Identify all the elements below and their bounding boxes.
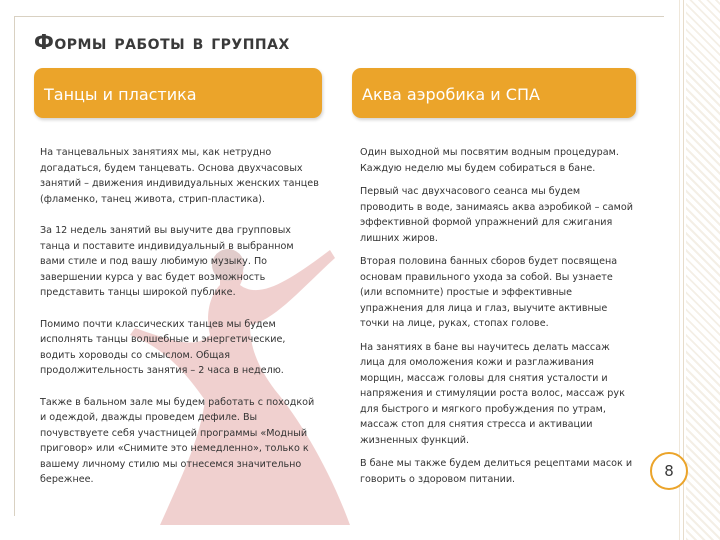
frame-line-horizontal: [14, 16, 664, 17]
paragraph: Один выходной мы посвятим водным процедурам. Каждую неделю мы будем собираться в бане.: [360, 147, 619, 174]
paragraph: Также в бальном зале мы будем работать с походкой и одеждой, дважды проведем дефиле. Вы почувствуете себя участницей программы «Модный приговор» или «Снимите это немедленно», только к вашему личному стилю мы отнесемся значительно бережнее.: [40, 396, 315, 485]
section-heading-aqua: Аква аэробика и СПА: [352, 68, 636, 118]
aqua-text-column: [360, 145, 636, 495]
paragraph: Вторая половина банных сборов будет посвящена основам правильного ухода за собой. Вы узнаете (или вспомните) простые и эффективные упражнения для лица и глаз, выучите активные точки на лице, руках, стопах голове.: [360, 256, 618, 329]
paragraph: На танцевальных занятиях мы, как нетрудно догадаться, будем танцевать. Основа двухчасовых занятий – движения индивидуальных женских танцев (фламенко, танец живота, стрип-пластика).: [40, 147, 319, 205]
page-title: Формы работы в группах: [34, 30, 290, 54]
paragraph: За 12 недель занятий вы выучите два групповых танца и поставите индивидуальный в выбранном вами стиле и под вашу любимую музыку. По завершении курса у вас будет возможность представить танцы широкой публике.: [40, 225, 294, 298]
section-heading-dance: Танцы и пластика: [34, 68, 322, 118]
dance-text-column: [40, 145, 320, 504]
decorative-stripe: [686, 0, 720, 540]
frame-line-vertical: [14, 16, 15, 516]
paragraph: В бане мы также будем делиться рецептами масок и говорить о здоровом питании.: [360, 458, 633, 485]
paragraph: Помимо почти классических танцев мы будем исполнять танцы волшебные и энергетические, водить хороводы со смыслом. Общая продолжительность занятия – 2 часа в неделю.: [40, 318, 286, 376]
page-number-badge: 8: [650, 452, 688, 490]
paragraph: Первый час двухчасового сеанса мы будем проводить в воде, занимаясь аква аэробикой – самой эффективной формой упражнений для сжигания лишних жиров.: [360, 186, 633, 244]
paragraph: На занятиях в бане вы научитесь делать массаж лица для омоложения кожи и разглаживания морщин, массаж головы для снятия усталости и напряжения и стимуляции роста волос, массаж рук для быстрого и мягкого пробуждения по утрам, массаж стоп для снятия стресса и активации жизненных функций.: [360, 341, 625, 446]
